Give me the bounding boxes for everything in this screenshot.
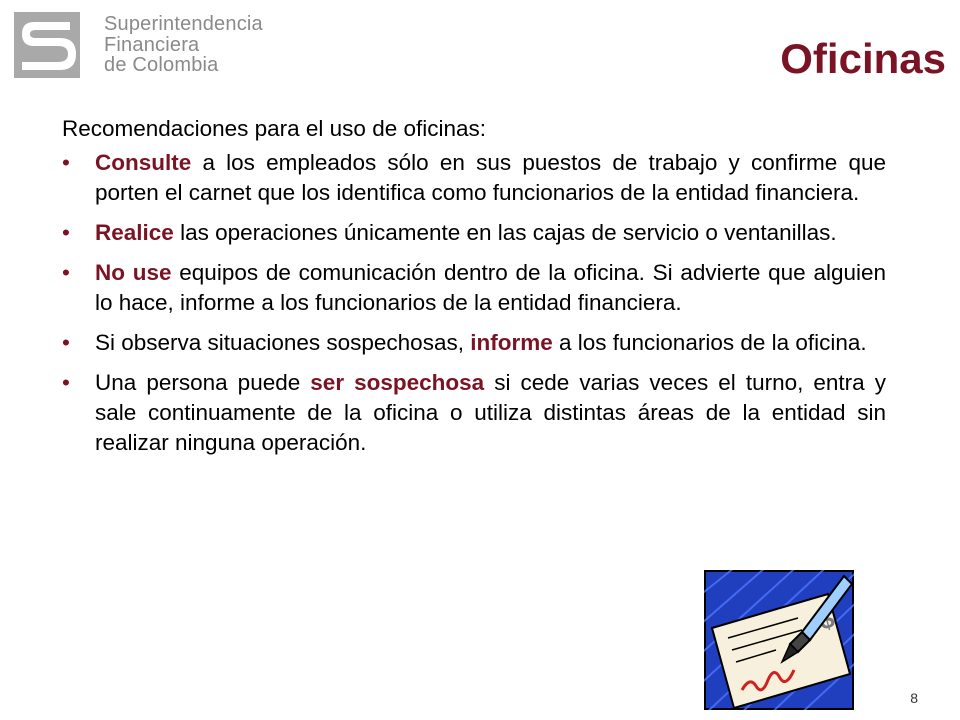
logo: [14, 8, 263, 82]
pen-signing-check-icon: [704, 570, 854, 710]
item-text: Si observa situaciones sospechosas,: [95, 330, 471, 355]
page-number: 8: [910, 690, 918, 706]
logo-line: de Colombia: [104, 54, 219, 76]
item-text: equipos de comunicación dentro de la oficina. Si advierte que alguien lo hace, informe a los funcionarios de la entidad financiera.: [95, 260, 887, 315]
item-highlight: informe: [470, 330, 553, 355]
list-item: [62, 148, 886, 208]
item-text: a los funcionarios de la oficina.: [552, 330, 867, 355]
logo-line: Superintendencia: [104, 13, 263, 35]
item-highlight: ser sospechosa: [310, 370, 485, 395]
logo-text: [104, 14, 263, 76]
list-item: [62, 328, 886, 358]
list-item: [62, 258, 886, 318]
item-highlight: Consulte: [95, 150, 192, 175]
item-text: a los empleados sólo en sus puestos de trabajo y confirme que porten el carnet que los identifica como funcionarios de la entidad financiera.: [95, 150, 886, 205]
page-title: Oficinas: [780, 35, 946, 82]
list-item: [62, 218, 886, 248]
item-highlight: No use: [95, 260, 172, 285]
intro-text: Recomendaciones para el uso de oficinas:: [62, 116, 487, 141]
item-text: Una persona puede: [95, 370, 311, 395]
recommendations-list: [62, 148, 886, 468]
item-highlight: Realice: [95, 220, 174, 245]
list-item: [62, 368, 886, 458]
item-text: las operaciones únicamente en las cajas de servicio o ventanillas.: [173, 220, 837, 245]
sfc-logo-icon: [14, 12, 80, 78]
item-text: si cede varias veces el turno, entra y sale continuamente de la oficina o utiliza distintas áreas de la entidad sin realizar ninguna operación.: [95, 370, 886, 455]
logo-line: Financiera: [104, 33, 200, 56]
